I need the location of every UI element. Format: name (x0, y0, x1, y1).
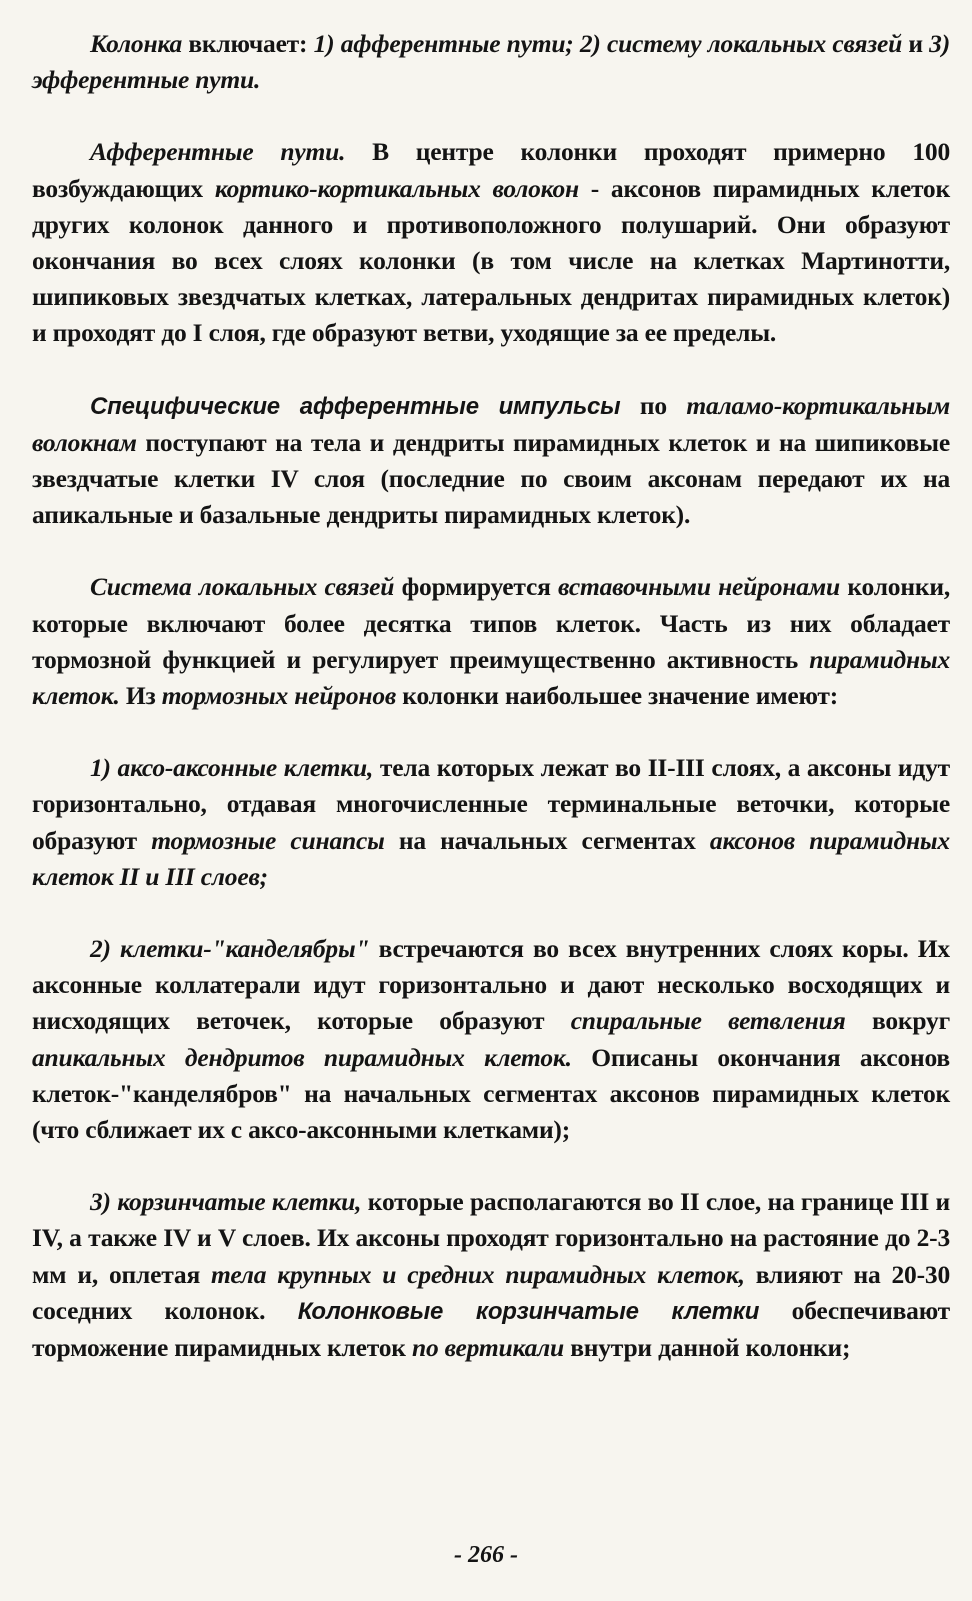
text-run: Описаны окончания аксонов клеток-"канделябров" на начальных сегментах аксонов пирамидных клеток (что сближает их с аксо-аксонными клетками); (32, 1042, 950, 1145)
text-run: влияют на 20-30 соседних колонок. (32, 1259, 950, 1325)
term-inhibitory-synapses: тормозные синапсы (151, 825, 385, 855)
list-item-axo-axonic (32, 750, 950, 895)
paragraph-gap (32, 1148, 950, 1184)
paragraph-specific-afferent (32, 388, 950, 534)
text-run: по (620, 390, 687, 420)
term-columnar-basket: Колонковые корзинчатые клетки (297, 1297, 760, 1325)
term-apical-dendrites: апикальных дендритов пирамидных клеток. (32, 1042, 572, 1072)
term-column: Колонка (90, 29, 183, 58)
paragraph-gap (32, 714, 950, 750)
paragraph-local-connections (32, 569, 950, 714)
term-basket-cells: 3) корзинчатые клетки, (90, 1187, 362, 1217)
term-pyramidal-axons: аксонов пирамидных клеток II и III слоев; (32, 825, 950, 891)
term-pyramidal-cells: пирамидных клеток. (32, 644, 950, 711)
text-run: внутри данной колонки; (564, 1333, 851, 1363)
page-number: - 266 - (454, 1542, 518, 1568)
list-item-basket (32, 1184, 950, 1366)
term-interneurons: вставочными нейронами (558, 572, 841, 602)
text-run: встречаются во всех внутренних слоях коры. Их аксонные коллатерали идут горизонтально и дают несколько восходящих и нисходящих веточек, которые образуют (32, 934, 950, 1036)
paragraph-gap (32, 895, 950, 931)
text-run: вокруг (845, 1006, 950, 1036)
term-axo-axonic-cells: 1) аксо-аксонные клетки, (90, 753, 374, 783)
text-run: Из (119, 681, 162, 711)
term-specific-impulses: Специфические афферентные импульсы (90, 392, 621, 420)
text-run: формируется (394, 572, 559, 602)
text-run: и (902, 29, 930, 58)
paragraph-gap (32, 352, 950, 388)
text-run: колонки, которые включают более десятка типов клеток. Часть из них обладает тормозной функцией и регулирует преимущественно активность (32, 572, 951, 674)
text-run: включает: (182, 29, 314, 58)
text-run: обеспечивают торможение пирамидных клеток (32, 1295, 950, 1363)
heading-local-connections: Система локальных связей (90, 572, 395, 602)
term-cortico-cortical: кортико-кортикальных волокон (214, 173, 579, 203)
term-efferent: 3) эфферентные пути. (32, 29, 950, 95)
paragraph-column-intro (32, 26, 950, 98)
list-item-chandelier (32, 931, 950, 1148)
text-run: колонки наибольшее значение имеют: (396, 681, 839, 711)
heading-afferent-paths: Афферентные пути. (90, 137, 346, 167)
paragraph-gap (32, 533, 950, 569)
text-run: поступают на тела и дендриты пирамидных клеток и на шипиковые звездчатые клетки IV слоя (последние по своим аксонам передают их на апикальные и базальные дендриты пирамидных клеток). (32, 427, 950, 530)
term-list: 1) афферентные пути; 2) систему локальных связей (313, 29, 903, 58)
term-chandelier-cells: 2) клетки-"канделябры" (90, 934, 370, 964)
text-run: тела которых лежат во II-III слоях, а аксоны идут горизонтально, отдавая многочисленные терминальные веточки, которые образуют (32, 753, 950, 855)
term-thalamo-cortical: таламо-кортикальным волокнам (32, 390, 950, 457)
text-run: которые располагаются во II слое, на границе III и IV, а также IV и V слоев. Их аксоны проходят горизонтально на растояние до 2-3 мм и, оплетая (32, 1187, 950, 1289)
text-run: В центре колонки проходят примерно 100 возбуждающих (32, 137, 950, 203)
text-run: на начальных сегментах (384, 825, 710, 855)
term-large-medium-pyramidal: тела крупных и средних пирамидных клеток, (211, 1259, 745, 1289)
term-inhibitory-neurons: тормозных нейронов (161, 681, 397, 711)
term-vertical: по вертикали (411, 1333, 565, 1363)
paragraph-afferent-paths (32, 134, 950, 351)
term-spiral-branches: спиральные ветвления (570, 1006, 846, 1036)
paragraph-gap (32, 98, 950, 134)
text-run: - аксонов пирамидных клеток других колонок данного и противоположного полушарий. Они образуют окончания во всех слоях колонки (в том числе на клетках Мартинотти, шипиковых звездчатых клетках, латеральных дендритах пирамидных клеток) и проходят до I слоя, где образуют ветви, уходящие за ее пределы. (32, 173, 950, 348)
